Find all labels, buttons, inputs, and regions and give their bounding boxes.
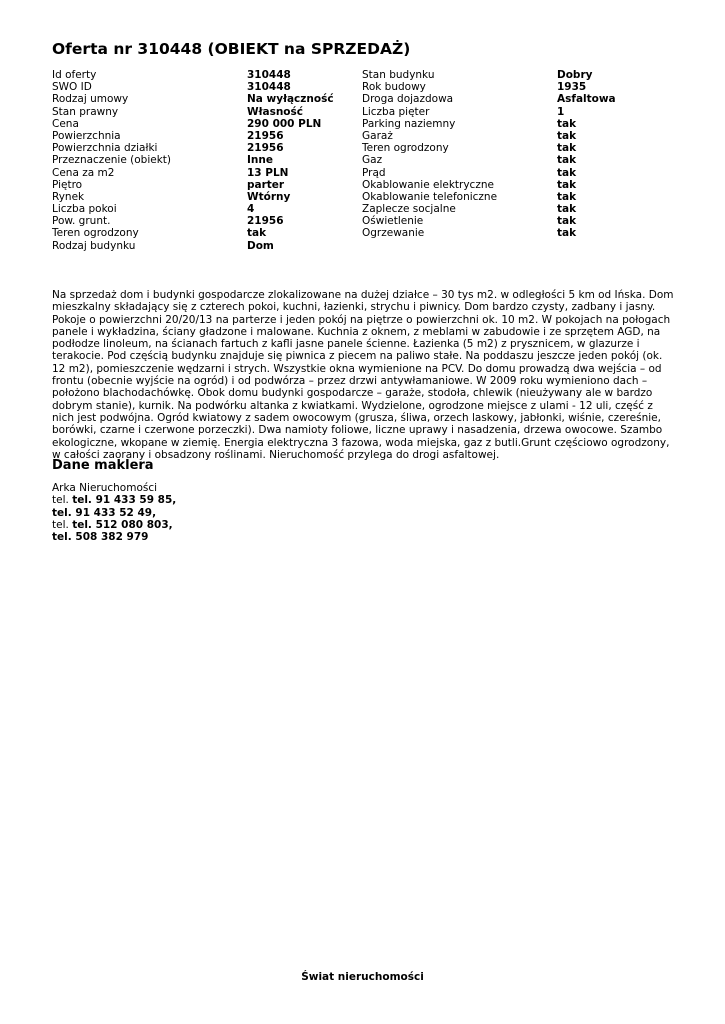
broker-info [52, 482, 176, 543]
detail-value: Dom [247, 239, 274, 252]
detail-label: Liczba pięter [362, 105, 430, 118]
detail-value: 290 000 PLN [247, 117, 322, 130]
detail-value: tak [557, 227, 577, 240]
broker-phone-line [52, 531, 176, 543]
offer-description: Na sprzedaż dom i budynki gospodarcze zlokalizowane na dużej działce – 30 tys m2. w odległości 5 km od Ińska. Dom mieszkalny składający się z czterech pokoi, kuchni, łazienki, strychu i piwnicy. Dom bardzo czysty, zadbany i jasny. Pokoje o powierzchni 20/20/13 na parterze i jeden pokój na piętrze o powierzchni ok. 10 m2. W pokojach na połogach panele i wykładzina, ściany gładzone i malowane. Kuchnia z oknem, z meblami w zabudowie i ze sprzętem AGD, na podłodze linoleum, na ścianach fartuch z kafli jasne panele ścienne. Łazienka (5 m2) z prysznicem, w glazurze i terakocie. Pod częścią budynku znajduje się piwnica z piecem na paliwo stałe. Na poddaszu jeszcze jeden pokój (ok. 12 m2), pomieszczenie wędzarni i strych. Wszystkie okna wymienione na PCV. Do domu prowadzą dwa wejścia – od frontu (obecnie wyjście na ogród) i od podwórza – przez drzwi antywłamaniowe. W 2009 roku wymieniono dach – położono blachodachówkę. Obok domu budynki gospodarcze – garaże, stodoła, chlewik (nieużywany ale w bardzo dobrym stanie), kurnik. Na podwórku altanka z kwiatkami. Wydzielone, ogrodzone miejsce z ulami - 12 uli, część z nich jest podwójna. Ogród kwiatowy z sadem owocowym (grusza, śliwa, orzech laskowy, jabłonki, wiśnie, czereśnie, borówki, czarne i czerwone porzeczki). Dwa namioty foliowe, liczne uprawy i nasadzenia, drzewa owocowe. Szambo ekologiczne, wkopane w ziemię. Energia elektryczna 3 fazowa, woda miejska, gaz z butli.Grunt częściowo ogrodzony, w całości zaorany i obsadzony roślinami. Nieruchomość przylega do drogi asfaltowej. [52, 289, 674, 461]
broker-phone: tel. 512 080 803, [72, 518, 173, 531]
detail-value: tak [557, 190, 577, 203]
detail-label: Zaplecze socjalne [362, 203, 456, 216]
detail-label: Stan prawny [52, 105, 119, 118]
detail-label: Gaz [362, 154, 383, 167]
broker-phone: tel. 91 433 59 85, [72, 494, 177, 507]
detail-label: Ogrzewanie [362, 227, 425, 240]
detail-value: tak [247, 227, 267, 240]
detail-value: 21956 [247, 142, 284, 155]
detail-label: Powierzchnia działki [52, 142, 158, 155]
detail-value: tak [557, 215, 577, 228]
detail-label: Liczba pokoi [52, 203, 117, 216]
detail-value: Dobry [557, 69, 593, 81]
detail-value: 310448 [247, 69, 291, 81]
detail-label: Piętro [52, 178, 83, 191]
detail-label: Teren ogrodzony [52, 227, 139, 240]
page-footer: Świat nieruchomości [301, 971, 424, 983]
detail-label: Rynek [52, 190, 85, 203]
detail-label: Okablowanie elektryczne [362, 178, 494, 191]
detail-value: 4 [247, 203, 255, 216]
detail-label: Parking naziemny [362, 117, 456, 130]
detail-value: 13 PLN [247, 166, 289, 179]
detail-label: Rodzaj budynku [52, 239, 136, 252]
detail-value: Własność [247, 105, 303, 118]
broker-phone-line [52, 507, 176, 519]
detail-label: Okablowanie telefoniczne [362, 190, 498, 203]
detail-value: Wtórny [247, 190, 291, 203]
detail-label: Id oferty [52, 69, 97, 81]
broker-phone-line [52, 519, 176, 531]
detail-value: 21956 [247, 129, 284, 142]
detail-value: tak [557, 154, 577, 167]
detail-label: Prąd [362, 166, 386, 179]
detail-value: parter [247, 178, 285, 191]
detail-value: 1 [557, 105, 565, 118]
broker-heading: Dane maklera [52, 458, 154, 473]
detail-label: Stan budynku [362, 69, 435, 81]
broker-name: Arka Nieruchomości [52, 482, 158, 494]
detail-label: Rodzaj umowy [52, 93, 129, 106]
detail-label: Rok budowy [362, 81, 426, 94]
broker-phone-line [52, 494, 176, 506]
detail-label: Oświetlenie [362, 215, 424, 228]
detail-label: Garaż [362, 129, 393, 142]
detail-value: tak [557, 166, 577, 179]
detail-value: 310448 [247, 81, 291, 94]
detail-value: tak [557, 129, 577, 142]
detail-label: SWO ID [52, 81, 92, 94]
phone-prefix: tel. [52, 518, 69, 531]
broker-phone: tel. 91 433 52 49, [52, 506, 157, 519]
detail-label: Powierzchnia [52, 129, 121, 142]
detail-value: Na wyłączność [247, 93, 334, 106]
detail-value: tak [557, 142, 577, 155]
detail-value: Inne [247, 154, 273, 167]
detail-value: tak [557, 178, 577, 191]
detail-value: tak [557, 117, 577, 130]
broker-phone: tel. 508 382 979 [52, 531, 149, 544]
detail-label: Cena [52, 117, 79, 130]
page-title: Oferta nr 310448 (OBIEKT na SPRZEDAŻ) [52, 40, 411, 58]
detail-value: 1935 [557, 81, 587, 94]
detail-label: Przeznaczenie (obiekt) [52, 154, 172, 167]
detail-label: Teren ogrodzony [362, 142, 449, 155]
detail-label: Droga dojazdowa [362, 93, 454, 106]
detail-label: Cena za m2 [52, 166, 115, 179]
detail-value: tak [557, 203, 577, 216]
detail-value: Asfaltowa [557, 93, 616, 106]
detail-value: 21956 [247, 215, 284, 228]
detail-label: Pow. grunt. [52, 215, 111, 228]
phone-prefix: tel. [52, 494, 69, 507]
